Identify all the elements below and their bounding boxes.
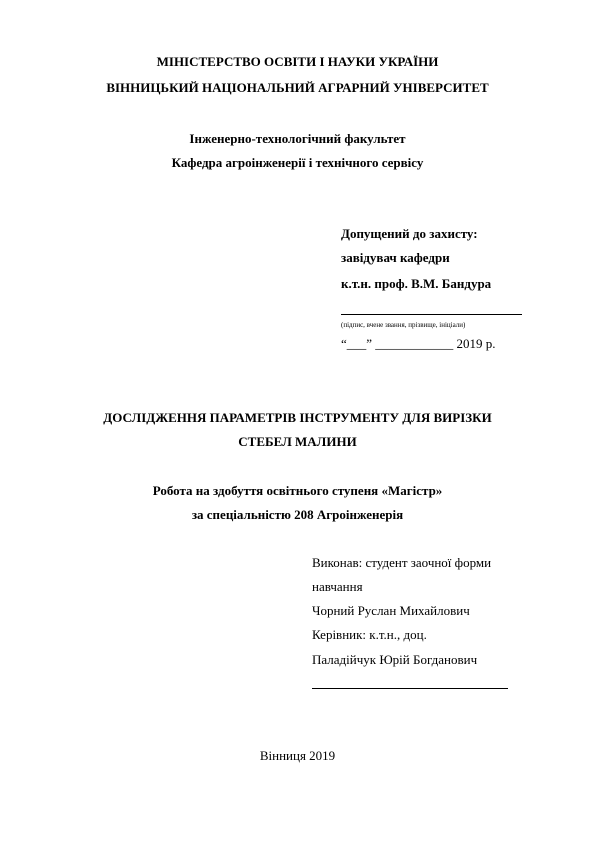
author-role-continued: навчання: [312, 579, 363, 594]
thesis-title-line1: ДОСЛІДЖЕННЯ ПАРАМЕТРІВ ІНСТРУМЕНТУ ДЛЯ ВИРІЗКИ: [103, 410, 492, 425]
supervisor-role: Керівник: к.т.н., доц.: [312, 627, 427, 642]
signature-line: [341, 314, 522, 315]
author-role: Виконав: студент заочної форми: [312, 555, 492, 570]
date-line: “___” ____________ 2019 р.: [341, 336, 496, 351]
thesis-title-line2: СТЕБЕЛ МАЛИНИ: [238, 434, 357, 449]
faculty-heading: Інженерно-технологічний факультет: [189, 131, 406, 146]
department-heading: Кафедра агроінженерії і технічного сервісу: [171, 155, 424, 170]
university-heading: ВІННИЦЬКИЙ НАЦІОНАЛЬНИЙ АГРАРНИЙ УНІВЕРСИТЕТ: [106, 80, 489, 95]
head-name: к.т.н. проф. В.М. Бандура: [341, 276, 492, 291]
city-year: Вінниця 2019: [259, 748, 336, 763]
head-title: завідувач кафедри: [341, 250, 450, 265]
degree-line2: за спеціальністю 208 Агроінженерія: [191, 507, 404, 522]
signature-caption: (підпис, вчене звання, прізвище, ініціали): [341, 321, 466, 329]
supervisor-signature-line: [312, 688, 508, 689]
author-name: Чорний Руслан Михайлович: [312, 603, 470, 618]
ministry-heading: МІНІСТЕРСТВО ОСВІТИ І НАУКИ УКРАЇНИ: [156, 54, 439, 69]
admitted-label: Допущений до захисту:: [341, 226, 478, 241]
supervisor-name: Паладійчук Юрій Богданович: [312, 652, 478, 667]
degree-line1: Робота на здобуття освітнього ступеня «Магістр»: [152, 483, 443, 498]
